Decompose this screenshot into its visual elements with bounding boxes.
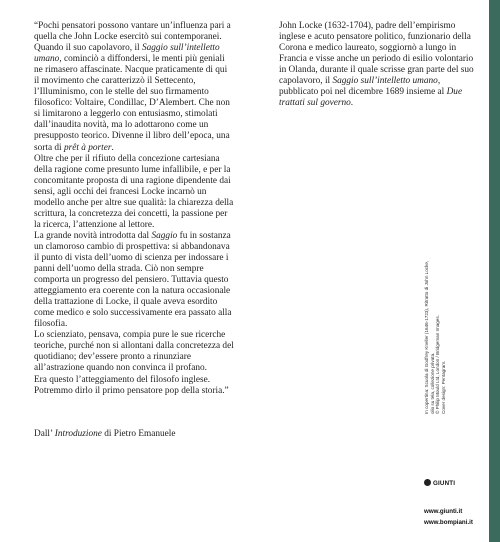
text-run: Dall’ (34, 429, 55, 439)
text-run: dell’epoca, una sorta di (34, 131, 230, 153)
source-attribution (34, 429, 244, 440)
text-run: aveva esordito come medico e solo successivamente (34, 297, 218, 319)
italic-text: sull’intelletto umano (360, 76, 438, 87)
text-run: della strada. Ciò non sempre comporta (34, 264, 204, 286)
text-run: di esilio volontario in Olanda, durante il quale (279, 54, 474, 76)
credit-line: olio su tela, collezione privata. (429, 352, 435, 414)
credit-line: Cover design: Pentagram. (440, 360, 446, 414)
text-run: a lungo in Francia e visse anche un periodo (279, 43, 457, 65)
text-run: non convinca il profano. (116, 363, 207, 374)
text-run: pari a quella che John Locke esercitò (34, 21, 231, 43)
text-run: pronto a rinunziare all’astrazione quando (34, 352, 191, 374)
text-run: in sostanza un clamoroso cambio di prospettiva: (34, 230, 231, 252)
italic-text: Introduzione (54, 429, 102, 439)
text-run: un progresso del pensiero. Tuttavia questo (71, 275, 229, 286)
italic-text: Saggio (151, 230, 178, 241)
text-run: John Locke (1632-1704), padre dell’empirismo (279, 21, 456, 31)
text-run: si abbandonava il punto di vista dell’uomo (34, 241, 230, 263)
url-giunti[interactable]: www.giunti.it (424, 508, 463, 515)
url-bompiani[interactable]: www.bompiani.it (424, 518, 473, 526)
blurb-paragraph (34, 21, 234, 154)
author-bio-column (279, 21, 479, 109)
credit-line: © Philip Mould Ltd, London / Bridgeman Images. (435, 315, 441, 414)
text-run: Lo scienziato, pensava, compia pure le sue (34, 330, 196, 341)
text-run: affascinate. Nacque praticamente di qui (79, 65, 228, 76)
text-run: il (134, 43, 142, 54)
italic-text: prêt à porter (63, 142, 112, 153)
text-run: . (350, 98, 354, 109)
text-run: Era questo l’atteggiamento del filosofo inglese. (34, 374, 211, 385)
text-run: come un presupposto teorico. Divenne il libro (34, 120, 209, 142)
text-run: per la ricerca, l’attenzione al lettore. (34, 208, 228, 230)
text-run: dei francesi Locke incarnò un modello anche (34, 186, 207, 208)
text-run: inglese e acuto pensatore politico, funzionario (279, 32, 453, 43)
publisher-logo (424, 479, 455, 487)
blurb-paragraph (34, 330, 234, 374)
blurb-column (34, 21, 234, 397)
text-run: , cominciò (59, 54, 101, 65)
text-run: “Pochi pensatori possono vantare un’influenza (34, 21, 210, 31)
text-run: di Pietro Emanuele (101, 429, 176, 439)
text-run: per altre sue qualità: la chiarezza della scrittura, (34, 197, 234, 219)
text-run: dicembre 1689 insieme al (348, 87, 447, 98)
text-run: della Corona e medico laureato, soggiornò (279, 32, 471, 54)
italic-text: Saggio sull’intelletto umano (34, 43, 220, 65)
blurb-paragraph (34, 231, 234, 330)
text-run: l’Illuminismo, con le stelle del suo firmamento (34, 87, 209, 98)
text-run: sui contemporanei. Quando il suo capolavoro, (34, 32, 222, 54)
text-run: scrisse gran parte del suo capolavoro, il (279, 65, 474, 87)
text-run: della storia.” (181, 385, 229, 396)
text-run: ricerche teoriche, purché non si allontani (34, 330, 226, 352)
text-run: stimolati dall’inaudita novità, ma lo adottarono (34, 109, 218, 131)
text-run: di una ragione dipendente dai sensi, agli occhi (34, 175, 231, 197)
text-run: , pubblicato poi nel (279, 76, 441, 98)
giunti-logo-icon (424, 479, 431, 486)
italic-text: Due trattati sul governo (279, 87, 463, 109)
text-run: Che non si limitarono a leggerlo con entusiasmo, (34, 98, 230, 120)
text-run: a diffondersi, le menti più geniali ne rimasero (34, 54, 225, 76)
italic-text: Saggio (332, 76, 361, 87)
text-run: era passato alla filosofia. (34, 308, 232, 330)
text-run: atteggiamento era coerente con la natura (34, 286, 187, 297)
text-run: infallibile, e per la concomitante proposta (34, 164, 231, 186)
text-run: . (111, 142, 114, 153)
text-run: Potremmo dirlo il primo pensatore pop (34, 385, 182, 396)
text-run: la concretezza dei concetti, la passione (69, 208, 216, 219)
spine-strip (489, 0, 500, 542)
text-run: La grande novità introdotta dal (34, 230, 152, 241)
cover-credits (424, 260, 446, 414)
text-run: filosofico: Voltaire, Condillac, D’Alembert. (34, 98, 199, 109)
text-run: di scienza per indossare i panni dell’uomo (34, 252, 229, 275)
blurb-paragraph (34, 154, 234, 231)
text-run: cartesiana della ragione come presunto lume (34, 153, 220, 175)
text-run: Oltre che per il rifiuto della concezione (34, 153, 183, 164)
text-run: il movimento che caratterizzò il Settecento, (34, 76, 196, 87)
text-run: occasionale della trattazione di Locke, il quale (34, 286, 231, 308)
publisher-name: GIUNTI (433, 480, 456, 487)
bio-paragraph (279, 21, 479, 109)
credit-line: In copertina: Scuola di Godfrey Kneller (1646-1723), Ritratto di John Locke, (424, 260, 429, 414)
publisher-urls (424, 507, 473, 528)
text-run: fu (177, 230, 190, 241)
blurb-paragraph (34, 375, 234, 397)
text-run: dalla concretezza del quotidiano; dev’essere (34, 341, 234, 363)
